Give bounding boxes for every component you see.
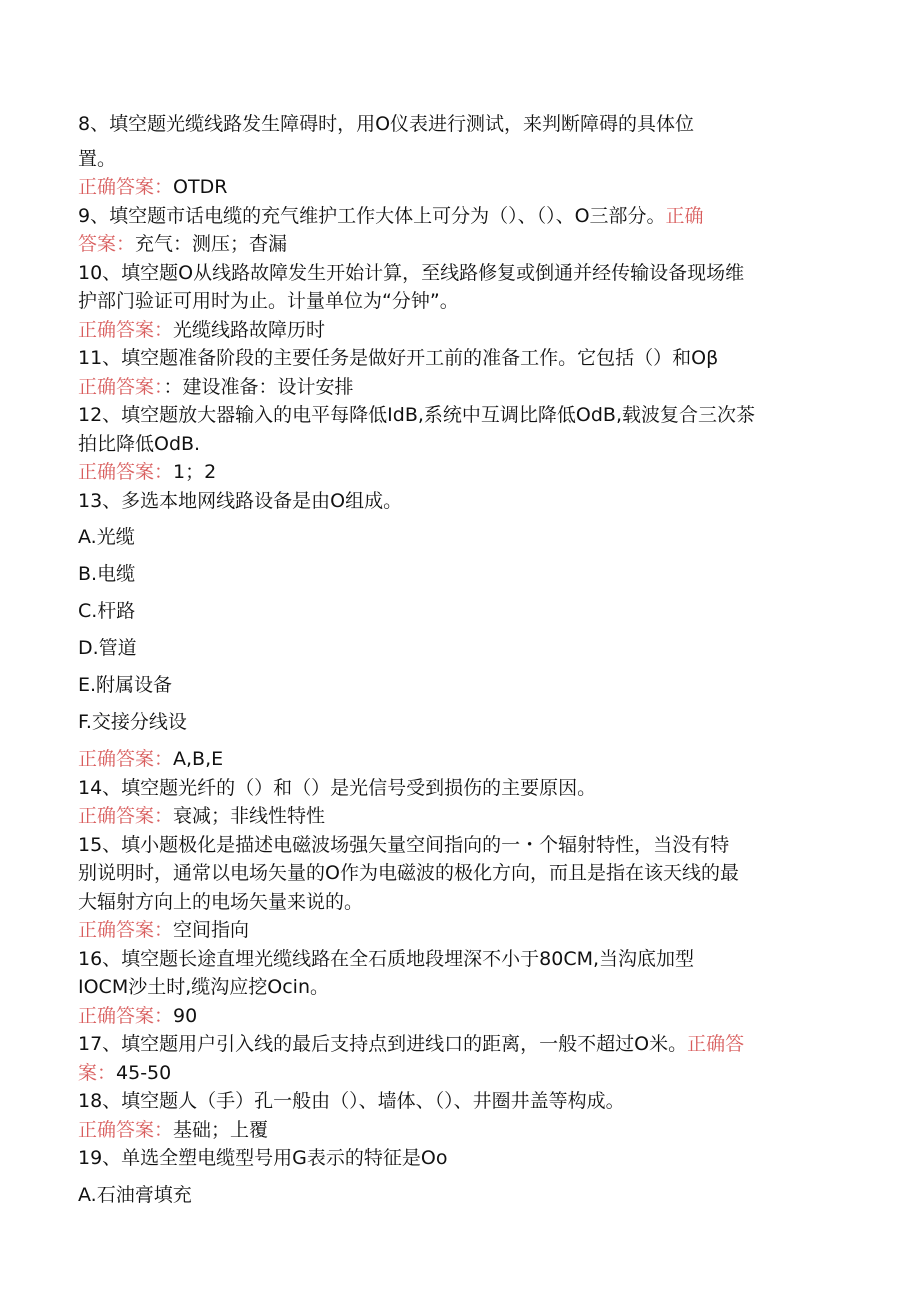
- q8-text-line1: 8、填空题光缆线路发生障碍时，用O仪表进行测试，来判断障碍的具体位: [78, 113, 695, 135]
- answer-label: 正确答案：: [78, 748, 174, 770]
- q13-option-b: B.电缆: [78, 563, 136, 585]
- q13-option-c: C.杆路: [78, 600, 136, 622]
- q13-option-f: F.交接分线设: [78, 711, 187, 733]
- q18-answer: [78, 1116, 838, 1145]
- q9-text-line1: [78, 202, 838, 231]
- q11-text-line1: 11、填空题准备阶段的主要任务是做好开工前的准备工作。它包括（）和Oβ: [78, 347, 719, 369]
- document-page: [78, 110, 838, 1214]
- q16-answer-value: 90: [173, 1004, 198, 1027]
- q18-answer-value: 基础；上覆: [173, 1118, 269, 1141]
- q15-answer-value: 空间指向: [173, 919, 250, 941]
- q19-option-a: A.石油膏填充: [78, 1183, 192, 1206]
- q8-answer-value: OTDR: [173, 176, 228, 198]
- answer-label-part2: 案：: [78, 1061, 117, 1084]
- q11-answer-value: ：建设准备：设计安排: [163, 375, 354, 398]
- q16-text-line1: 16、填空题长途直埋光缆线路在全石质地段埋深不小于80CM,当沟底加型: [78, 947, 695, 970]
- q13-option-a: A.光缆: [78, 526, 135, 548]
- answer-label-part1: 正确: [665, 204, 704, 227]
- q17-answer-value: 45-50: [116, 1061, 172, 1084]
- q14-answer-value: 衰减；非线性特性: [173, 805, 326, 827]
- q16-answer: [78, 1002, 838, 1031]
- q17-text-line1: [78, 1030, 838, 1059]
- answer-label: 正确答案：: [78, 375, 164, 398]
- q15-text-line2: 别说明时，通常以电场矢量的O作为电磁波的极化方向，而且是指在该天线的最: [78, 862, 739, 884]
- q12-text-line2: 拍比降低OdB.: [78, 432, 201, 455]
- q18-text-line1: 18、填空题人（手）孔一般由（）、墙体、（）、井圈井盖等构成。: [78, 1090, 625, 1112]
- q13-option-e: E.附属设备: [78, 674, 173, 696]
- q10-text-line1: 10、填空题O从线路故障发生开始计算，至线路修复或倒通并经传输设备现场维: [78, 261, 745, 284]
- q9-question: 9、填空题市话电缆的充气维护工作大体上可分为（）、（）、O三部分。: [78, 204, 666, 227]
- q16-text-line2: IOCM沙土时,缆沟应挖Ocin。: [78, 976, 329, 998]
- answer-label-part1: 正确答: [687, 1033, 745, 1055]
- q15-answer: [78, 916, 838, 945]
- q17-answer: [78, 1059, 838, 1088]
- q12-answer: [78, 458, 838, 487]
- answer-label: 正确答案：: [78, 318, 174, 341]
- q13-text-line1: 13、多选本地网线路设备是由O组成。: [78, 489, 403, 512]
- q17-question: 17、填空题用户引入线的最后支持点到进线口的距离，一般不超过O米。: [78, 1033, 688, 1055]
- q11-answer: [78, 373, 838, 402]
- q14-answer: [78, 802, 838, 831]
- q14-text-line1: 14、填空题光纤的（）和（）是光信号受到损伤的主要原因。: [78, 776, 597, 799]
- q15-text-line1: 15、填小题极化是描述电磁波场强矢量空间指向的一・个辐射特性，当没有特: [78, 833, 730, 856]
- q10-answer: [78, 316, 838, 345]
- q8-text-line2: 置。: [78, 147, 117, 170]
- q9-answer-value: 充气：测压；杳漏: [135, 233, 288, 255]
- q12-answer-value: 1；2: [173, 461, 217, 483]
- answer-label: 正确答案：: [78, 919, 174, 941]
- q13-answer-value: A,B,E: [173, 748, 224, 770]
- answer-label-part2: 答案：: [78, 233, 136, 255]
- answer-label: 正确答案：: [78, 461, 174, 483]
- q19-text-line1: 19、单选全塑电缆型号用G表示的特征是Oo: [78, 1147, 448, 1169]
- answer-label: 正确答案：: [78, 805, 174, 827]
- q8-answer: [78, 173, 838, 202]
- q12-text-line1: 12、填空题放大器输入的电平每降低IdB,系统中互调比降低OdB,载波复合三次茶: [78, 404, 756, 426]
- q13-option-d: D.管道: [78, 637, 137, 659]
- q9-answer: [78, 230, 838, 259]
- q10-answer-value: 光缆线路故障历时: [173, 318, 326, 341]
- answer-label: 正确答案：: [78, 176, 174, 198]
- q10-text-line2: 护部门验证可用时为止。计量单位为“分钟”。: [78, 290, 459, 312]
- q13-answer: [78, 745, 838, 774]
- answer-label: 正确答案：: [78, 1004, 174, 1027]
- answer-label: 正确答案：: [78, 1118, 174, 1141]
- q15-text-line3: 大辐射方向上的电场矢量来说的。: [78, 890, 364, 913]
